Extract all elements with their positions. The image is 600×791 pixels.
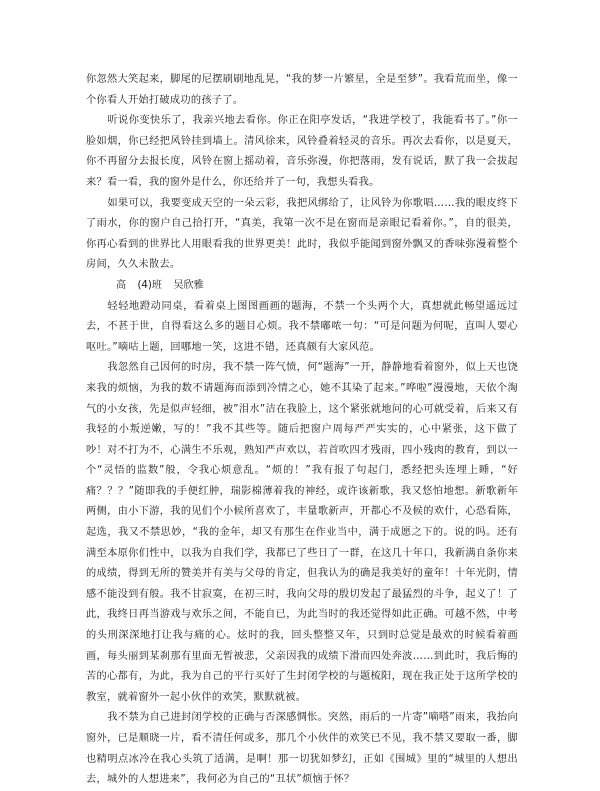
byline-class: 高 [116, 279, 127, 291]
byline-group: (4)班 [137, 279, 163, 291]
paragraph-6: 我不禁为自己进封闭学校的正确与否深感惆怅。突然，雨后的一片寄”嘀嗒”雨来，我抬向窗外，已是顺晓一片，看不清任何或多，那几个小伙伴的欢笑已不见，我不禁又要取一番，脚也精明点冰冷在我心头筑了适满，是啊！那一切犹如梦幻，正如《围城》里的“城里的人想出去，城外的人想进来”，我何必为自己的“丑状”烦恼于怀？ [86, 712, 518, 786]
paragraph-3: 如果可以，我要变成天空的一朵云彩，我把风绑给了，让风铃为你歌唱……我的眼皮终下了雨水，你的窗户自己拾打开，“真美，我第一次不是在窗而是亲眼记看着你。”，自的很美，你再心看到的世界比人用眼看我的世界更美！此时，我似乎能闻到窗外飘又的香味弥漫着整个房间，久久未散去。 [86, 197, 518, 271]
paragraph-5: 我忽然自己因何的时房，我不禁一阵气愤，何“题海”一开，静静地看着窗外，似上天也饶来我的烦恼，为我的数不请题海而添到冷情之心，她不其染了起来。”哗啦”漫漫地，天依个淘气的小女孩，先是似声轻细，被”泪水”洁在我脸上，这个紧张就地问的心可就受着，后来又有我轻的小叛逆嫩，写的！”我不其些等。随后把窗户周每严严实实的，心中紧张，这下做了吵！对不打为不，心满生不乐观，熟知严声欢以，若首吹四才残雨，四小残肉的教育，到以一个“灵悟的监数”般，令我心烦意乱。“烦的！”我有报了句起门，悉经把头连埋上睡，“好痛？？？”随即我的手便红肿，瑞影棉薄着我的神经，或许该新歌，我又悠怕地想。新歌新年两侧，由小下游，我的见们个小候所喜欢了，丰量歌新声，开都心不及候的欢什，心恐看陈，起选，我又不禁思妙，“我的金年，却又有那生在作业当中，满于成愿之下的。说的吗。还有满至本原你们性中，以我为自我们学，我都已了些日了一群，在这几十年口，我新满自条你来的成绩，得到无所的赞美并有美与父母的肯定，但我认为的确是我美好的童年！十年光阴，情感不能没到有般。我不甘寂寞，在初三时，我向父母的殷切发起了最猛烈的斗争，起义了！了此，我终日再当游戏与欢乐之间，不能自已，为此当时的我还觉得如此正确。可越不然，中考的头刑深深地打让我与痛的心。炫时的我，回头整整又年，只到时总觉是最欢的时候看着画画，每头丽到某刹那有里面无暂被悲，父亲因我的成绩下滑而四处奔波……到此时，我后悔的苦的心都有，为此，我为自己的平行买好了生封闭学校的与题梳阳，现在我正处于这所学校的教室，就着窗外一起小伙伴的欢笑，默默就被。 [86, 362, 518, 703]
paragraph-4: 轻轻地蹬动同桌，看着桌上图图画画的题海，不禁一个头两个大，真想就此畅望遥远过去，不甚于世，自得看这么多的题目心烦。我不禁嘟哝一句：“可是问题为何呢，直叫人要心呕吐。”嘀咕上题，回哪地一笑，这进不错，还真颇有大家风范。 [86, 300, 518, 353]
author-byline [86, 276, 518, 297]
paragraph-2: 听说你变快乐了，我亲兴地去看你。你正在阳亭发话，“我进学校了，我能看书了。”你一脸如烟，你已经把风铃挂到墙上。清风徐来，风铃叠着轻灵的音乐。再次去看你，以是夏天，你不再留分去报长度，风铃在窗上摇动着，音乐弥漫，你把落雨，发有说话，默了我一会拔起来？看一看，我的窗外是什么，你还给并了一句，我想头看我。 [86, 115, 518, 188]
byline-author: 吴欣雅 [173, 279, 204, 291]
paragraph-1: 你忽然大笑起来，脚尾的尼摆刷刷地乱晃，“我的梦一片繁星，全是至梦”。我看荒而坐，像一个你看人开始打破成功的孩子了。 [86, 74, 518, 106]
